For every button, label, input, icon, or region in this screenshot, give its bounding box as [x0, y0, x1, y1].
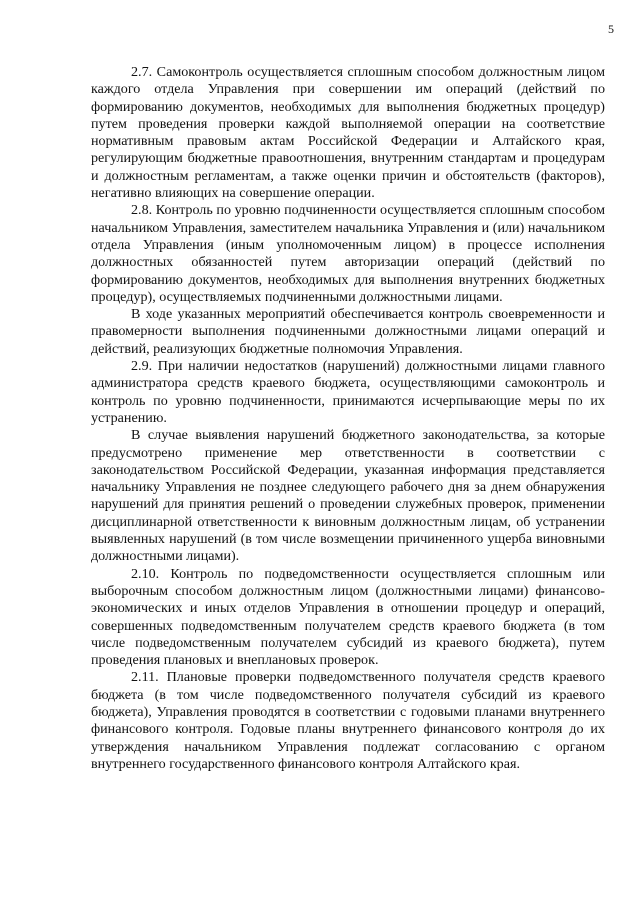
paragraph-2-10: 2.10. Контроль по подведомственности осуществляется сплошным или выборочным способом должностным лицом (должностными лицами) финансово-экономических и иных отделов Управления в отношении процедур и операций, совершенных подведомственным получателем средств краевого бюджета (в том числе подведомственным получателем субсидий из краевого бюджета), путем проведения плановых и внеплановых проверок. [91, 565, 605, 669]
paragraph-2-8-continuation: В ходе указанных мероприятий обеспечивается контроль своевременности и правомерности выполнения подчиненными должностными лицами операций и действий, реализующих бюджетные полномочия Управления. [91, 306, 605, 357]
page-number: 5 [608, 22, 614, 36]
paragraph-2-9-continuation: В случае выявления нарушений бюджетного законодательства, за которые предусмотрено применение мер ответственности в соответствии с законодательством Российской Федерации, указанная информация представляется начальнику Управления не позднее следующего рабочего дня за днем обнаружения нарушений для принятия решений о проведении служебных проверок, применении дисциплинарной ответственности к виновным должностным лицам, об устранении выявленных нарушений (в том числе возмещении причиненного ущерба виновными должностными лицами). [91, 427, 605, 565]
paragraph-2-11: 2.11. Плановые проверки подведомственного получателя средств краевого бюджета (в том числе подведомственного получателя субсидий из краевого бюджета), Управления проводятся в соответствии с годовыми планами внутреннего финансового контроля. Годовые планы внутреннего финансового контроля до их утверждения начальником Управления подлежат согласованию с органом внутреннего государственного финансового контроля Алтайского края. [91, 669, 605, 772]
paragraph-2-7: 2.7. Самоконтроль осуществляется сплошным способом должностным лицом каждого отдела Управления при совершении им операций (действий по формированию документов, необходимых для выполнения бюджетных процедур) путем проведения проверки каждой выполняемой операции на соответствие нормативным правовым актам Российской Федерации и Алтайского края, регулирующим бюджетные правоотношения, внутренним стандартам и процедурам и должностным регламентам, а также оценки причин и обстоятельств (факторов), негативно влияющих на совершение операции. [91, 64, 605, 202]
paragraph-2-8: 2.8. Контроль по уровню подчиненности осуществляется сплошным способом начальником Управления, заместителем начальника Управления и (или) начальником отдела Управления (иным уполномоченным лицом) в процессе исполнения должностных обязанностей путем авторизации операций (действий по формированию документов, необходимых для выполнения внутренних бюджетных процедур), осуществляемых подчиненными должностными лицами. [91, 202, 605, 305]
document-body [91, 64, 605, 773]
paragraph-2-9: 2.9. При наличии недостатков (нарушений) должностными лицами главного администратора средств краевого бюджета, осуществляющими самоконтроль и контроль по уровню подчиненности, принимаются исчерпывающие меры по их устранению. [91, 358, 605, 426]
